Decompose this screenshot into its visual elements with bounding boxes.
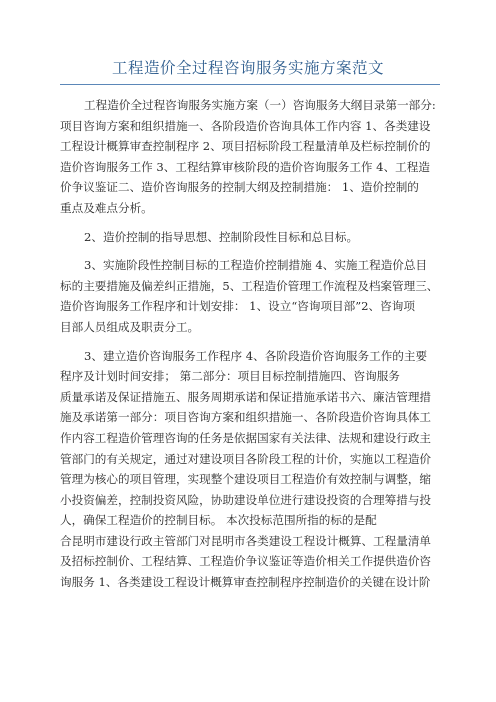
text-line: 项目咨询方案和组织措施一、各阶段造价咨询具体工作内容 1、各类建设 bbox=[60, 118, 431, 133]
text-line: 造价咨询服务工作程序和计划安排： 1、设立“咨询项目部”2、咨询项 bbox=[60, 299, 415, 314]
text-line: 作内容工程造价管理咨询的任务是依据国家有关法律、法规和建设行政主 bbox=[60, 430, 432, 445]
document-body bbox=[60, 95, 445, 601]
text-line: 小投资偏差，控制投资风险，协助建设单位进行建设投资的合理筹措与投 bbox=[60, 492, 432, 507]
text-line: 2、造价控制的指导思想、控制阶段性目标和总目标。 bbox=[84, 229, 359, 244]
text-line: 管部门的有关规定，通过对建设项目各阶段工程的计价，实施以工程造价 bbox=[60, 451, 432, 466]
document-title: 工程造价全过程咨询服务实施方案范文 bbox=[111, 59, 384, 77]
text-line: 重点及难点分析。 bbox=[60, 200, 153, 215]
title-underline bbox=[60, 84, 440, 85]
text-line: 目部人员组成及职责分工。 bbox=[60, 319, 200, 334]
paragraph-1 bbox=[60, 95, 445, 219]
paragraph-2 bbox=[60, 227, 445, 248]
paragraph-4 bbox=[60, 346, 445, 593]
text-line: 管理为核心的项目管理，实现整个建设项目工程造价有效控制与调整，缩 bbox=[60, 472, 432, 487]
text-line: 3、建立造价咨询服务工作程序 4、各阶段造价咨询服务工作的主要 bbox=[84, 348, 428, 363]
text-line: 询服务 1、各类建设工程设计概算审查控制程序控制造价的关键在设计阶 bbox=[60, 575, 431, 590]
text-line: 人，确保工程造价的控制目标。 本次投标范围所指的标的是配 bbox=[60, 513, 377, 528]
text-line: 合昆明市建设行政主管部门对昆明市各类建设工程设计概算、工程量清单 bbox=[60, 533, 432, 548]
text-line: 工程造价全过程咨询服务实施方案（一）咨询服务大纲目录第一部分: bbox=[84, 98, 436, 112]
text-line: 施及承诺第一部分：项目咨询方案和组织措施一、各阶段造价咨询具体工 bbox=[60, 410, 432, 425]
text-line: 及招标控制价、工程结算、工程造价争议鉴证等造价相关工作提供造价咨 bbox=[60, 554, 432, 569]
text-line: 造价咨询服务工作 3、工程结算审核阶段的造价咨询服务工作 4、工程造 bbox=[60, 159, 430, 174]
text-line: 程序及计划时间安排； 第二部分：项目目标控制措施四、咨询服务 bbox=[60, 369, 400, 384]
paragraph-3 bbox=[60, 255, 445, 337]
text-line: 3、实施阶段性控制目标的工程造价控制措施 4、实施工程造价总目 bbox=[84, 258, 428, 273]
text-line: 标的主要措施及偏差纠正措施，5、工程造价管理工作流程及档案管理三、 bbox=[60, 278, 439, 293]
text-line: 质量承诺及保证措施五、服务周期承诺和保证措施承诺书六、廉洁管理措 bbox=[60, 389, 432, 404]
text-line: 价争议鉴证二、造价咨询服务的控制大纲及控制措施： 1、造价控制的 bbox=[60, 180, 419, 195]
text-line: 工程设计概算审查控制程序 2、项目招标阶段工程量清单及栏标控制价的 bbox=[60, 139, 431, 154]
